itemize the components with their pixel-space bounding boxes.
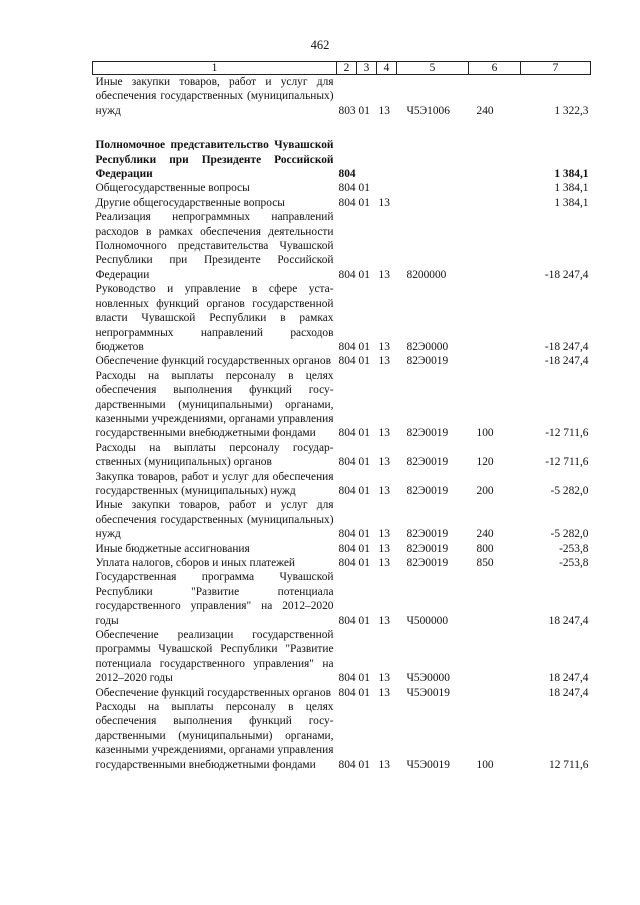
row-name: Руководство и управление в сфере установленных функций органов государственной власти Чувашской Республики в рамках непрограммных направлений расходов бюджетов: [95, 283, 334, 353]
row-ved: 804: [338, 456, 356, 469]
row-vr: 100: [476, 427, 494, 440]
row-ved: 804: [338, 196, 356, 209]
row-rz: 01: [358, 182, 370, 195]
row-csr: Ч5Э0000: [406, 672, 450, 685]
budget-table: [92, 61, 591, 772]
row-name: Другие общегосударственные вопросы: [95, 196, 285, 209]
row-csr: 82Э0019: [406, 355, 449, 368]
header-col-1: 1: [93, 62, 337, 75]
row-csr: 82Э0000: [406, 340, 449, 353]
row-amount: -5 282,0: [550, 484, 589, 497]
row-amount: 18 247,4: [548, 614, 589, 627]
table-row: [93, 75, 591, 119]
row-csr: 82Э0019: [406, 542, 449, 555]
row-rz: 01: [358, 104, 370, 117]
row-rz: 01: [358, 268, 370, 281]
row-ved: 803: [338, 104, 356, 117]
row-rz: 01: [358, 758, 370, 771]
row-ved: 804: [338, 340, 356, 353]
row-pr: 13: [378, 456, 390, 469]
row-rz: 01: [358, 355, 370, 368]
row-csr: [397, 196, 469, 210]
row-amount: -12 711,6: [545, 427, 589, 440]
row-name: Обеспечение функций государственных органов: [95, 355, 331, 368]
row-amount: 18 247,4: [548, 686, 589, 699]
page-number: 462: [310, 38, 330, 52]
row-rz: [357, 118, 377, 181]
row-rz: 01: [358, 614, 370, 627]
row-vr: [469, 628, 521, 686]
row-pr: 13: [378, 484, 390, 497]
row-ved: 804: [338, 528, 356, 541]
row-ved: 804: [338, 484, 356, 497]
row-amount: 1 322,3: [554, 104, 589, 117]
row-csr: [397, 181, 469, 195]
row-name: Иные закупки товаров, работ и услуг для обеспечения государственных (муниципальных) нужд: [95, 499, 334, 541]
row-rz: 01: [358, 340, 370, 353]
row-ved: 804: [338, 182, 356, 195]
row-name: Полномочное представительство Чувашской Республики при Президенте Российской Федерации: [95, 139, 334, 181]
row-ved: 804: [338, 672, 356, 685]
row-pr: 13: [378, 542, 390, 555]
row-ved: 804: [338, 542, 356, 555]
row-name: Государственная программа Чувашской Республики "Развитие потенциала государственного управления" на 2012–2020 годы: [95, 571, 334, 627]
row-pr: 13: [378, 340, 390, 353]
row-rz: 01: [358, 196, 370, 209]
row-ved: 804: [338, 168, 356, 181]
row-amount: -5 282,0: [550, 528, 589, 541]
row-pr: [377, 181, 397, 195]
row-pr: 13: [378, 427, 390, 440]
row-rz: 01: [358, 686, 370, 699]
table-row: [93, 628, 591, 686]
row-pr: 13: [378, 614, 390, 627]
row-pr: 13: [378, 268, 390, 281]
row-name: Закупка товаров, работ и услуг для обеспечения государственных (муниципальных) нужд: [95, 470, 334, 497]
row-amount: 1 384,1: [554, 168, 589, 181]
row-pr: 13: [378, 528, 390, 541]
row-amount: -253,8: [559, 557, 589, 569]
row-name: Обеспечение функций государственных органов: [95, 686, 331, 699]
row-name: Иные бюджетные ассигнования: [95, 542, 250, 555]
row-csr: 8200000: [406, 268, 447, 281]
table-row: [93, 369, 591, 441]
row-pr: 13: [378, 686, 390, 699]
row-amount: 1 384,1: [554, 196, 589, 209]
row-pr: [377, 118, 397, 181]
row-rz: 01: [358, 484, 370, 497]
row-ved: 804: [338, 614, 356, 627]
table-row: [93, 470, 591, 499]
row-amount: -18 247,4: [544, 340, 589, 353]
row-vr: 800: [476, 542, 494, 555]
table-header-row: [93, 62, 591, 75]
row-csr: Ч5Э0019: [406, 758, 450, 771]
row-rz: 01: [358, 557, 370, 569]
row-rz: 01: [358, 528, 370, 541]
row-vr: [469, 354, 521, 368]
row-vr: [469, 282, 521, 354]
row-amount: 18 247,4: [548, 672, 589, 685]
table-row: [93, 196, 591, 210]
row-amount: 12 711,6: [549, 758, 589, 771]
row-rz: 01: [358, 456, 370, 469]
row-pr: 13: [378, 672, 390, 685]
row-pr: 13: [378, 104, 390, 117]
row-vr: 100: [476, 758, 494, 771]
table-row: [93, 686, 591, 700]
row-name: Реализация непрограммных направлений расходов в рамках обеспечения деятельности Полномочного представительства Чувашской Республики при Президенте Российской Федерации: [95, 211, 334, 281]
row-name: Расходы на выплаты персоналу государственных (муниципальных) органов: [95, 441, 334, 469]
row-csr: 82Э0019: [406, 427, 449, 440]
row-vr: [469, 196, 521, 210]
header-col-7: 7: [521, 62, 591, 75]
table-row: [93, 282, 591, 354]
row-name: Расходы на выплаты персоналу в целях обеспечения выполнения функций государственными (муниципальными) органами, казенными учреждениями, органами управления государственными внебюджетными фондами: [95, 701, 334, 771]
table-row: [93, 570, 591, 628]
row-csr: Ч5Э0019: [406, 686, 450, 699]
table-row: [93, 498, 591, 541]
table-row: [93, 181, 591, 195]
row-ved: 804: [338, 758, 356, 771]
row-csr: 82Э0019: [406, 456, 449, 469]
row-vr: [469, 118, 521, 181]
row-pr: 13: [378, 758, 390, 771]
row-csr: Ч5Э1006: [406, 104, 450, 117]
row-amount: -18 247,4: [544, 268, 589, 281]
table-row: [93, 556, 591, 570]
header-col-3: 3: [357, 62, 377, 75]
row-pr: 13: [378, 196, 390, 209]
table-row: [93, 118, 591, 181]
row-name: Обеспечение реализации государственной программы Чувашской Республики "Развитие потенциала государственного управления" на 2012–2020 годы: [95, 629, 334, 685]
row-csr: [397, 118, 469, 181]
row-csr: 82Э0019: [406, 484, 449, 497]
table-row: [93, 210, 591, 282]
header-col-2: 2: [337, 62, 357, 75]
header-col-6: 6: [469, 62, 521, 75]
row-csr: 82Э0019: [406, 557, 449, 569]
row-ved: 804: [338, 355, 356, 368]
row-ved: 804: [338, 427, 356, 440]
row-name: Уплата налогов, сборов и иных платежей: [95, 557, 295, 569]
row-vr: 200: [476, 484, 494, 497]
row-amount: -12 711,6: [545, 456, 589, 469]
row-vr: 120: [476, 456, 494, 469]
row-csr: Ч500000: [406, 614, 449, 627]
row-amount: -18 247,4: [544, 355, 589, 368]
row-pr: 13: [378, 557, 390, 569]
row-vr: [469, 210, 521, 282]
row-vr: [469, 181, 521, 195]
table-row: [93, 354, 591, 368]
row-rz: 01: [358, 542, 370, 555]
row-pr: 13: [378, 355, 390, 368]
table-row: [93, 441, 591, 470]
header-col-4: 4: [377, 62, 397, 75]
table-row: [93, 542, 591, 556]
row-rz: 01: [358, 672, 370, 685]
header-col-5: 5: [397, 62, 469, 75]
row-amount: -253,8: [559, 542, 589, 555]
row-vr: 240: [476, 528, 494, 541]
row-ved: 804: [338, 557, 356, 569]
row-rz: 01: [358, 427, 370, 440]
row-amount: 1 384,1: [554, 182, 589, 195]
row-name: Расходы на выплаты персоналу в целях обеспечения выполнения функций государственными (муниципальными) органами, казенными учреждениями, органами управления государственными внебюджетными фондами: [95, 369, 334, 440]
row-ved: 804: [338, 268, 356, 281]
row-vr: 850: [476, 557, 494, 569]
row-ved: 804: [338, 686, 356, 699]
row-vr: 240: [476, 104, 494, 117]
table-body: [93, 75, 591, 773]
table-row: [93, 700, 591, 772]
row-vr: [469, 570, 521, 628]
row-csr: 82Э0019: [406, 528, 449, 541]
row-name: Иные закупки товаров, работ и услуг для обеспечения государственных (муниципальных) нужд: [95, 76, 334, 117]
row-name: Общегосударственные вопросы: [95, 182, 250, 195]
row-vr: [469, 686, 521, 700]
